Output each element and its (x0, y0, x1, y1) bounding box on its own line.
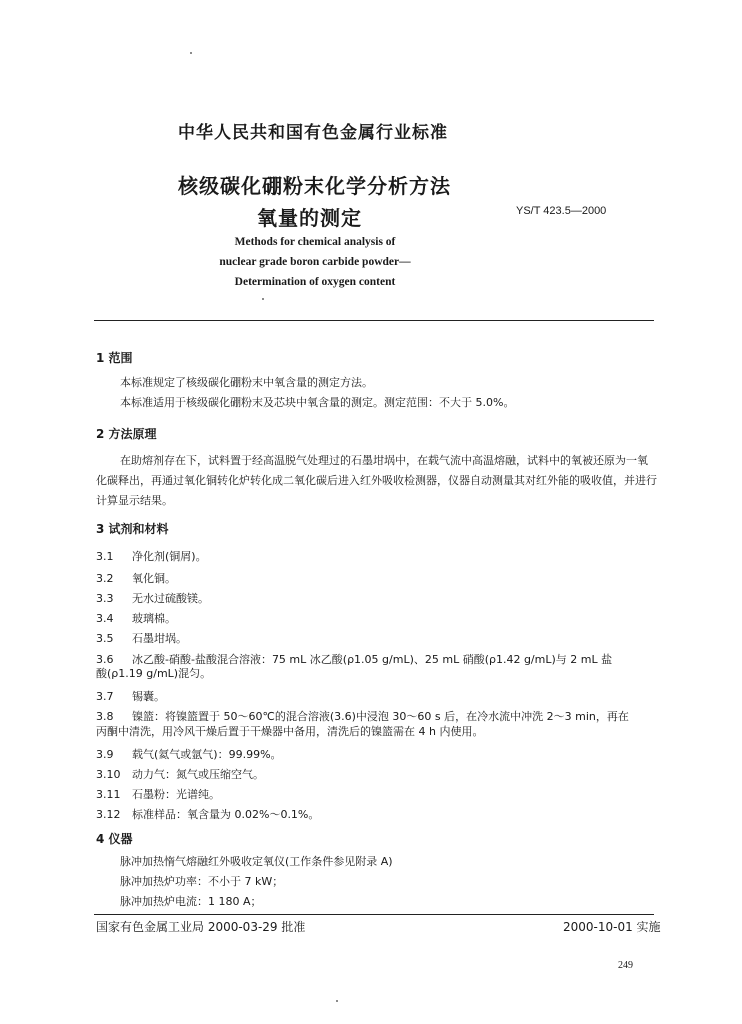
footer-divider (94, 914, 654, 915)
item-number: 3.6 (96, 653, 114, 666)
item-number: 3.5 (96, 632, 114, 645)
item-text: 镍篮：将镍篮置于 50～60℃的混合溶液(3.6)中浸泡 30～60 s 后，在冷水流中冲洗 2～3 min，再在 (132, 710, 629, 723)
reagent-item (96, 590, 209, 606)
item-number: 3.4 (96, 612, 114, 625)
scan-speck (336, 1000, 338, 1002)
item-number: 3.12 (96, 808, 121, 821)
reagent-item (96, 766, 264, 782)
item-text: 净化剂(铜屑)。 (132, 550, 207, 563)
document-title-cn: 核级碳化硼粉末化学分析方法 (178, 174, 451, 198)
item-text: 冰乙酸-硝酸-盐酸混合溶液：75 mL 冰乙酸(ρ1.05 g/mL)、25 mL 硝酸(ρ1.42 g/mL)与 2 mL 盐 (132, 653, 613, 666)
reagent-item (96, 570, 176, 586)
page-number: 249 (618, 960, 633, 971)
item-text: 载气(氦气或氩气)：99.99%。 (132, 748, 282, 761)
reagent-item (96, 630, 187, 646)
section-heading-scope: 1 范围 (96, 351, 133, 365)
section-heading-principle: 2 方法原理 (96, 427, 157, 441)
implementation-date: 2000-10-01 实施 (563, 920, 661, 934)
document-title-en-line3: Determination of oxygen content (234, 276, 396, 288)
item-number: 3.3 (96, 592, 114, 605)
reagent-item (96, 786, 220, 802)
item-continuation: 丙酮中清洗，用冷风干燥后置于干燥器中备用，清洗后的镍篮需在 4 h 内使用。 (96, 725, 484, 738)
section-heading-apparatus: 4 仪器 (96, 832, 133, 846)
scan-speck (190, 52, 192, 54)
item-text: 标准样品：氧含量为 0.02%～0.1%。 (132, 808, 320, 821)
item-text: 动力气：氮气或压缩空气。 (132, 768, 264, 781)
item-text: 玻璃棉。 (132, 612, 176, 625)
header-divider (94, 320, 654, 321)
item-number: 3.1 (96, 550, 114, 563)
approval-statement: 国家有色金属工业局 2000-03-29 批准 (96, 920, 306, 934)
reagent-item (96, 806, 319, 822)
item-number: 3.8 (96, 710, 114, 723)
scan-speck (262, 298, 264, 300)
item-text: 石墨粉：光谱纯。 (132, 788, 220, 801)
reagent-item (96, 548, 207, 564)
reagent-item (96, 688, 165, 704)
item-number: 3.7 (96, 690, 114, 703)
item-text: 石墨坩埚。 (132, 632, 187, 645)
document-title-en-line1: Methods for chemical analysis of (234, 236, 396, 248)
scope-line: 本标准适用于核级碳化硼粉末及芯块中氧含量的测定。测定范围：不大于 5.0%。 (120, 396, 515, 409)
item-number: 3.11 (96, 788, 121, 801)
issuing-organization: 中华人民共和国有色金属行业标准 (178, 123, 448, 143)
apparatus-line: 脉冲加热炉功率：不小于 7 kW； (120, 875, 284, 888)
reagent-item (96, 746, 282, 762)
item-number: 3.9 (96, 748, 114, 761)
section-heading-reagents: 3 试剂和材料 (96, 522, 169, 536)
item-number: 3.10 (96, 768, 121, 781)
scope-line: 本标准规定了核级碳化硼粉末中氧含量的测定方法。 (120, 376, 373, 389)
apparatus-line: 脉冲加热惰气熔融红外吸收定氧仪(工作条件参见附录 A) (120, 855, 393, 868)
standard-code: YS/T 423.5—2000 (516, 205, 607, 217)
apparatus-line: 脉冲加热炉电流：1 180 A； (120, 895, 262, 908)
document-title-en-line2: nuclear grade boron carbide powder— (219, 256, 411, 268)
item-number: 3.2 (96, 572, 114, 585)
principle-paragraph: 在助熔剂存在下，试料置于经高温脱气处理过的石墨坩埚中，在载气流中高温熔融，试料中的氧被还原为一氧化碳释出，再通过氧化铜转化炉转化成二氧化碳后进入红外吸收检测器，仪器自动测量其对红外能的吸收值，并进行计算显示结果。 (96, 454, 657, 507)
item-text: 氧化铜。 (132, 572, 176, 585)
item-text: 锡囊。 (132, 690, 165, 703)
document-subtitle-cn: 氧量的测定 (257, 206, 362, 230)
reagent-item (96, 610, 176, 626)
item-text: 无水过硫酸镁。 (132, 592, 209, 605)
item-continuation: 酸(ρ1.19 g/mL)混匀。 (96, 667, 212, 680)
